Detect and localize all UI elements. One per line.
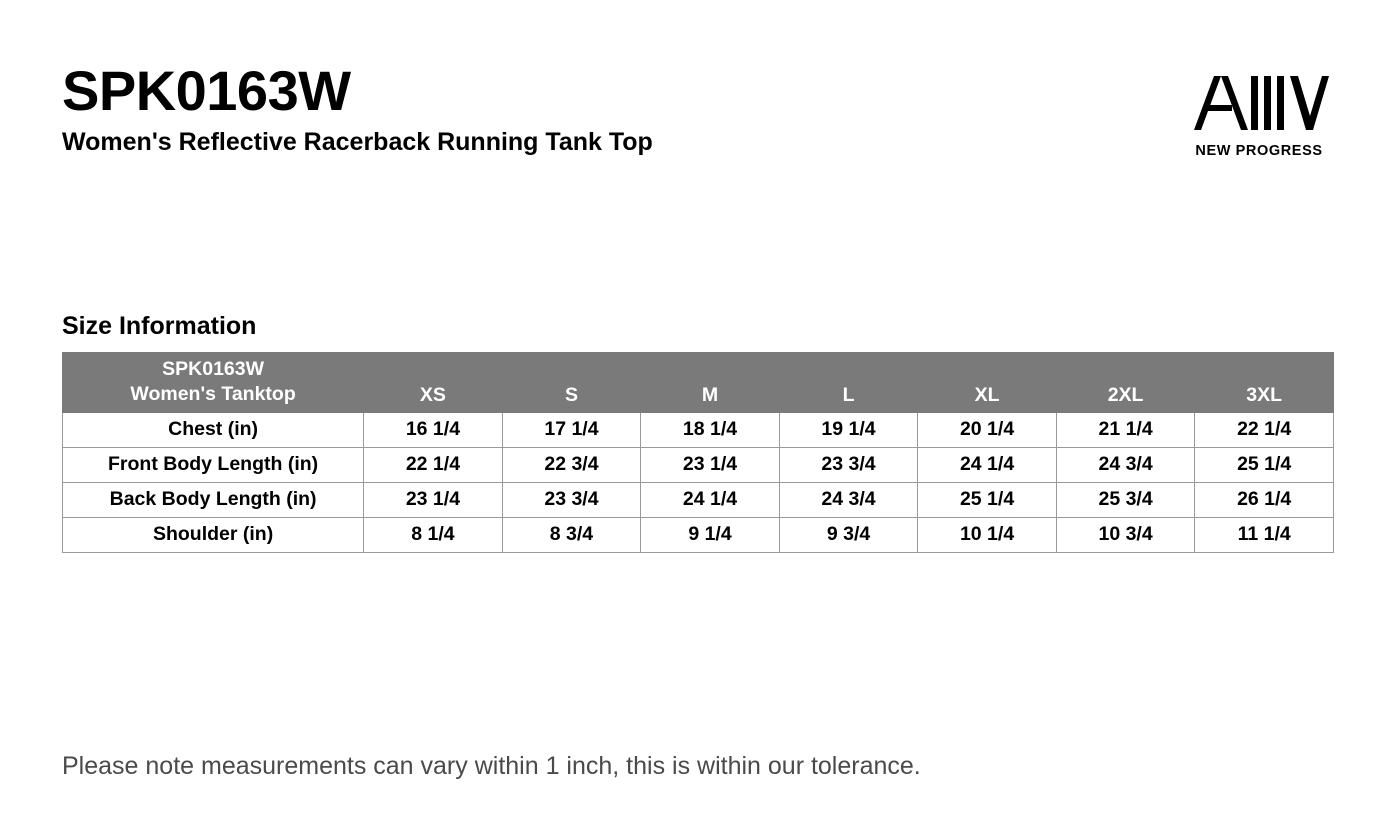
table-cell: 9 1/4 [641,517,780,552]
table-cell: 26 1/4 [1195,482,1334,517]
table-cell: 21 1/4 [1056,412,1195,447]
tolerance-note: Please note measurements can vary within 1 inch, this is within our tolerance. [62,752,921,780]
table-cell: 23 3/4 [779,447,918,482]
size-table [62,352,1334,553]
row-label: Shoulder (in) [63,517,364,552]
table-header-size: XS [364,353,503,413]
table-cell: 19 1/4 [779,412,918,447]
table-row [63,482,1334,517]
table-row [63,412,1334,447]
size-information-heading: Size Information [62,312,257,340]
table-cell: 11 1/4 [1195,517,1334,552]
table-cell: 23 3/4 [502,482,641,517]
table-cell: 16 1/4 [364,412,503,447]
row-label: Front Body Length (in) [63,447,364,482]
table-cell: 9 3/4 [779,517,918,552]
table-header-row [63,353,1334,413]
table-cell: 23 1/4 [641,447,780,482]
table-header-size: L [779,353,918,413]
table-cell: 22 1/4 [1195,412,1334,447]
table-header-code: SPK0163W [162,358,265,380]
table-cell: 22 1/4 [364,447,503,482]
table-cell: 24 3/4 [779,482,918,517]
table-cell: 10 3/4 [1056,517,1195,552]
table-row [63,517,1334,552]
table-header-size: S [502,353,641,413]
table-row [63,447,1334,482]
table-cell: 17 1/4 [502,412,641,447]
table-header-size: 2XL [1056,353,1195,413]
table-header-product-name: Women's Tanktop [130,382,296,405]
table-cell: 8 3/4 [502,517,641,552]
table-cell: 10 1/4 [918,517,1057,552]
table-cell: 18 1/4 [641,412,780,447]
table-header-size: 3XL [1195,353,1334,413]
table-cell: 22 3/4 [502,447,641,482]
table-cell: 23 1/4 [364,482,503,517]
brand-name: NEW PROGRESS [1195,143,1323,159]
table-cell: 24 3/4 [1056,447,1195,482]
row-label: Back Body Length (in) [63,482,364,517]
row-label: Chest (in) [63,412,364,447]
table-header-size: XL [918,353,1057,413]
table-cell: 25 1/4 [918,482,1057,517]
table-header-product [63,353,364,413]
document-header [62,59,1334,192]
table-cell: 8 1/4 [364,517,503,552]
page-title: SPK0163W [62,59,351,122]
table-cell: 24 1/4 [918,447,1057,482]
table-cell: 25 3/4 [1056,482,1195,517]
product-subtitle: Women's Reflective Racerback Running Tank Top [62,127,653,156]
table-cell: 24 1/4 [641,482,780,517]
brand-logo [1186,72,1332,159]
table-cell: 20 1/4 [918,412,1057,447]
table-header-size: M [641,353,780,413]
table-cell: 25 1/4 [1195,447,1334,482]
aw-monogram-icon [1188,72,1330,134]
